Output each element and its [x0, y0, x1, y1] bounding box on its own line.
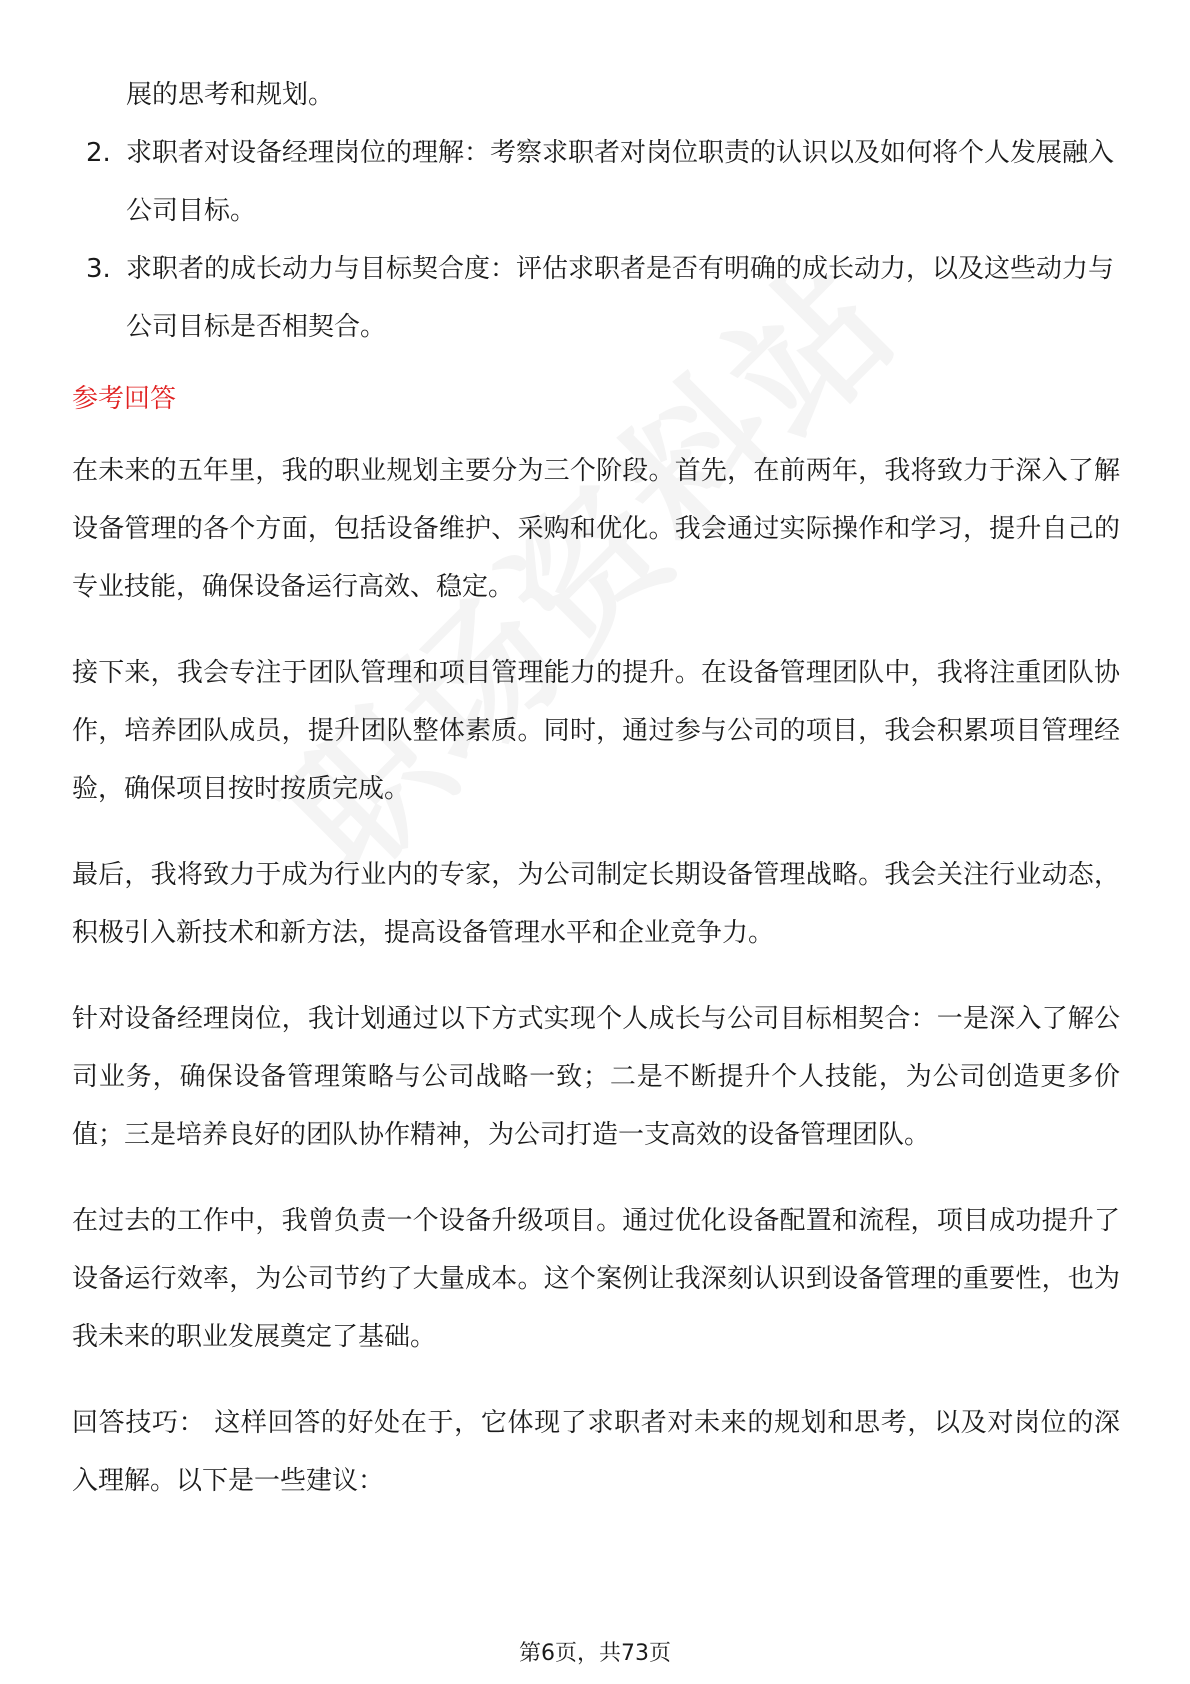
- tips-paragraph: 回答技巧： 这样回答的好处在于，它体现了求职者对未来的规划和思考，以及对岗位的深入理解。以下是一些建议：: [72, 1408, 1120, 1496]
- answer-paragraph: 针对设备经理岗位，我计划通过以下方式实现个人成长与公司目标相契合：一是深入了解公司业务，确保设备管理策略与公司战略一致；二是不断提升个人技能，为公司创造更多价值；三是培养良好的团队协作精神，为公司打造一支高效的设备管理团队。: [72, 1004, 1120, 1150]
- list-item-continuation: 展的思考和规划。: [126, 80, 335, 110]
- answer-paragraph: 接下来，我会专注于团队管理和项目管理能力的提升。在设备管理团队中，我将注重团队协作，培养团队成员，提升团队整体素质。同时，通过参与公司的项目，我会积累项目管理经验，确保项目按时按质完成。: [72, 658, 1120, 804]
- list-item: [72, 124, 1120, 240]
- list-item-text: 求职者对设备经理岗位的理解：考察求职者对岗位职责的认识以及如何将个人发展融入公司目标。: [126, 138, 1115, 226]
- list-number: 2.: [86, 138, 111, 168]
- document-body: [72, 66, 1120, 1538]
- section-title: 参考回答: [72, 384, 177, 414]
- page-number: 第6页，共73页: [519, 1641, 671, 1666]
- answer-paragraph: 在未来的五年里，我的职业规划主要分为三个阶段。首先，在前两年，我将致力于深入了解设备管理的各个方面，包括设备维护、采购和优化。我会通过实际操作和学习，提升自己的专业技能，确保设备运行高效、稳定。: [72, 456, 1120, 602]
- list-number: 3.: [86, 254, 111, 284]
- list-item-text: 求职者的成长动力与目标契合度：评估求职者是否有明确的成长动力，以及这些动力与公司目标是否相契合。: [126, 254, 1115, 342]
- answer-paragraph: 最后，我将致力于成为行业内的专家，为公司制定长期设备管理战略。我会关注行业动态，积极引入新技术和新方法，提高设备管理水平和企业竞争力。: [72, 860, 1120, 948]
- answer-paragraph: 在过去的工作中，我曾负责一个设备升级项目。通过优化设备配置和流程，项目成功提升了设备运行效率，为公司节约了大量成本。这个案例让我深刻认识到设备管理的重要性，也为我未来的职业发展奠定了基础。: [72, 1206, 1120, 1352]
- list-item: [72, 240, 1120, 356]
